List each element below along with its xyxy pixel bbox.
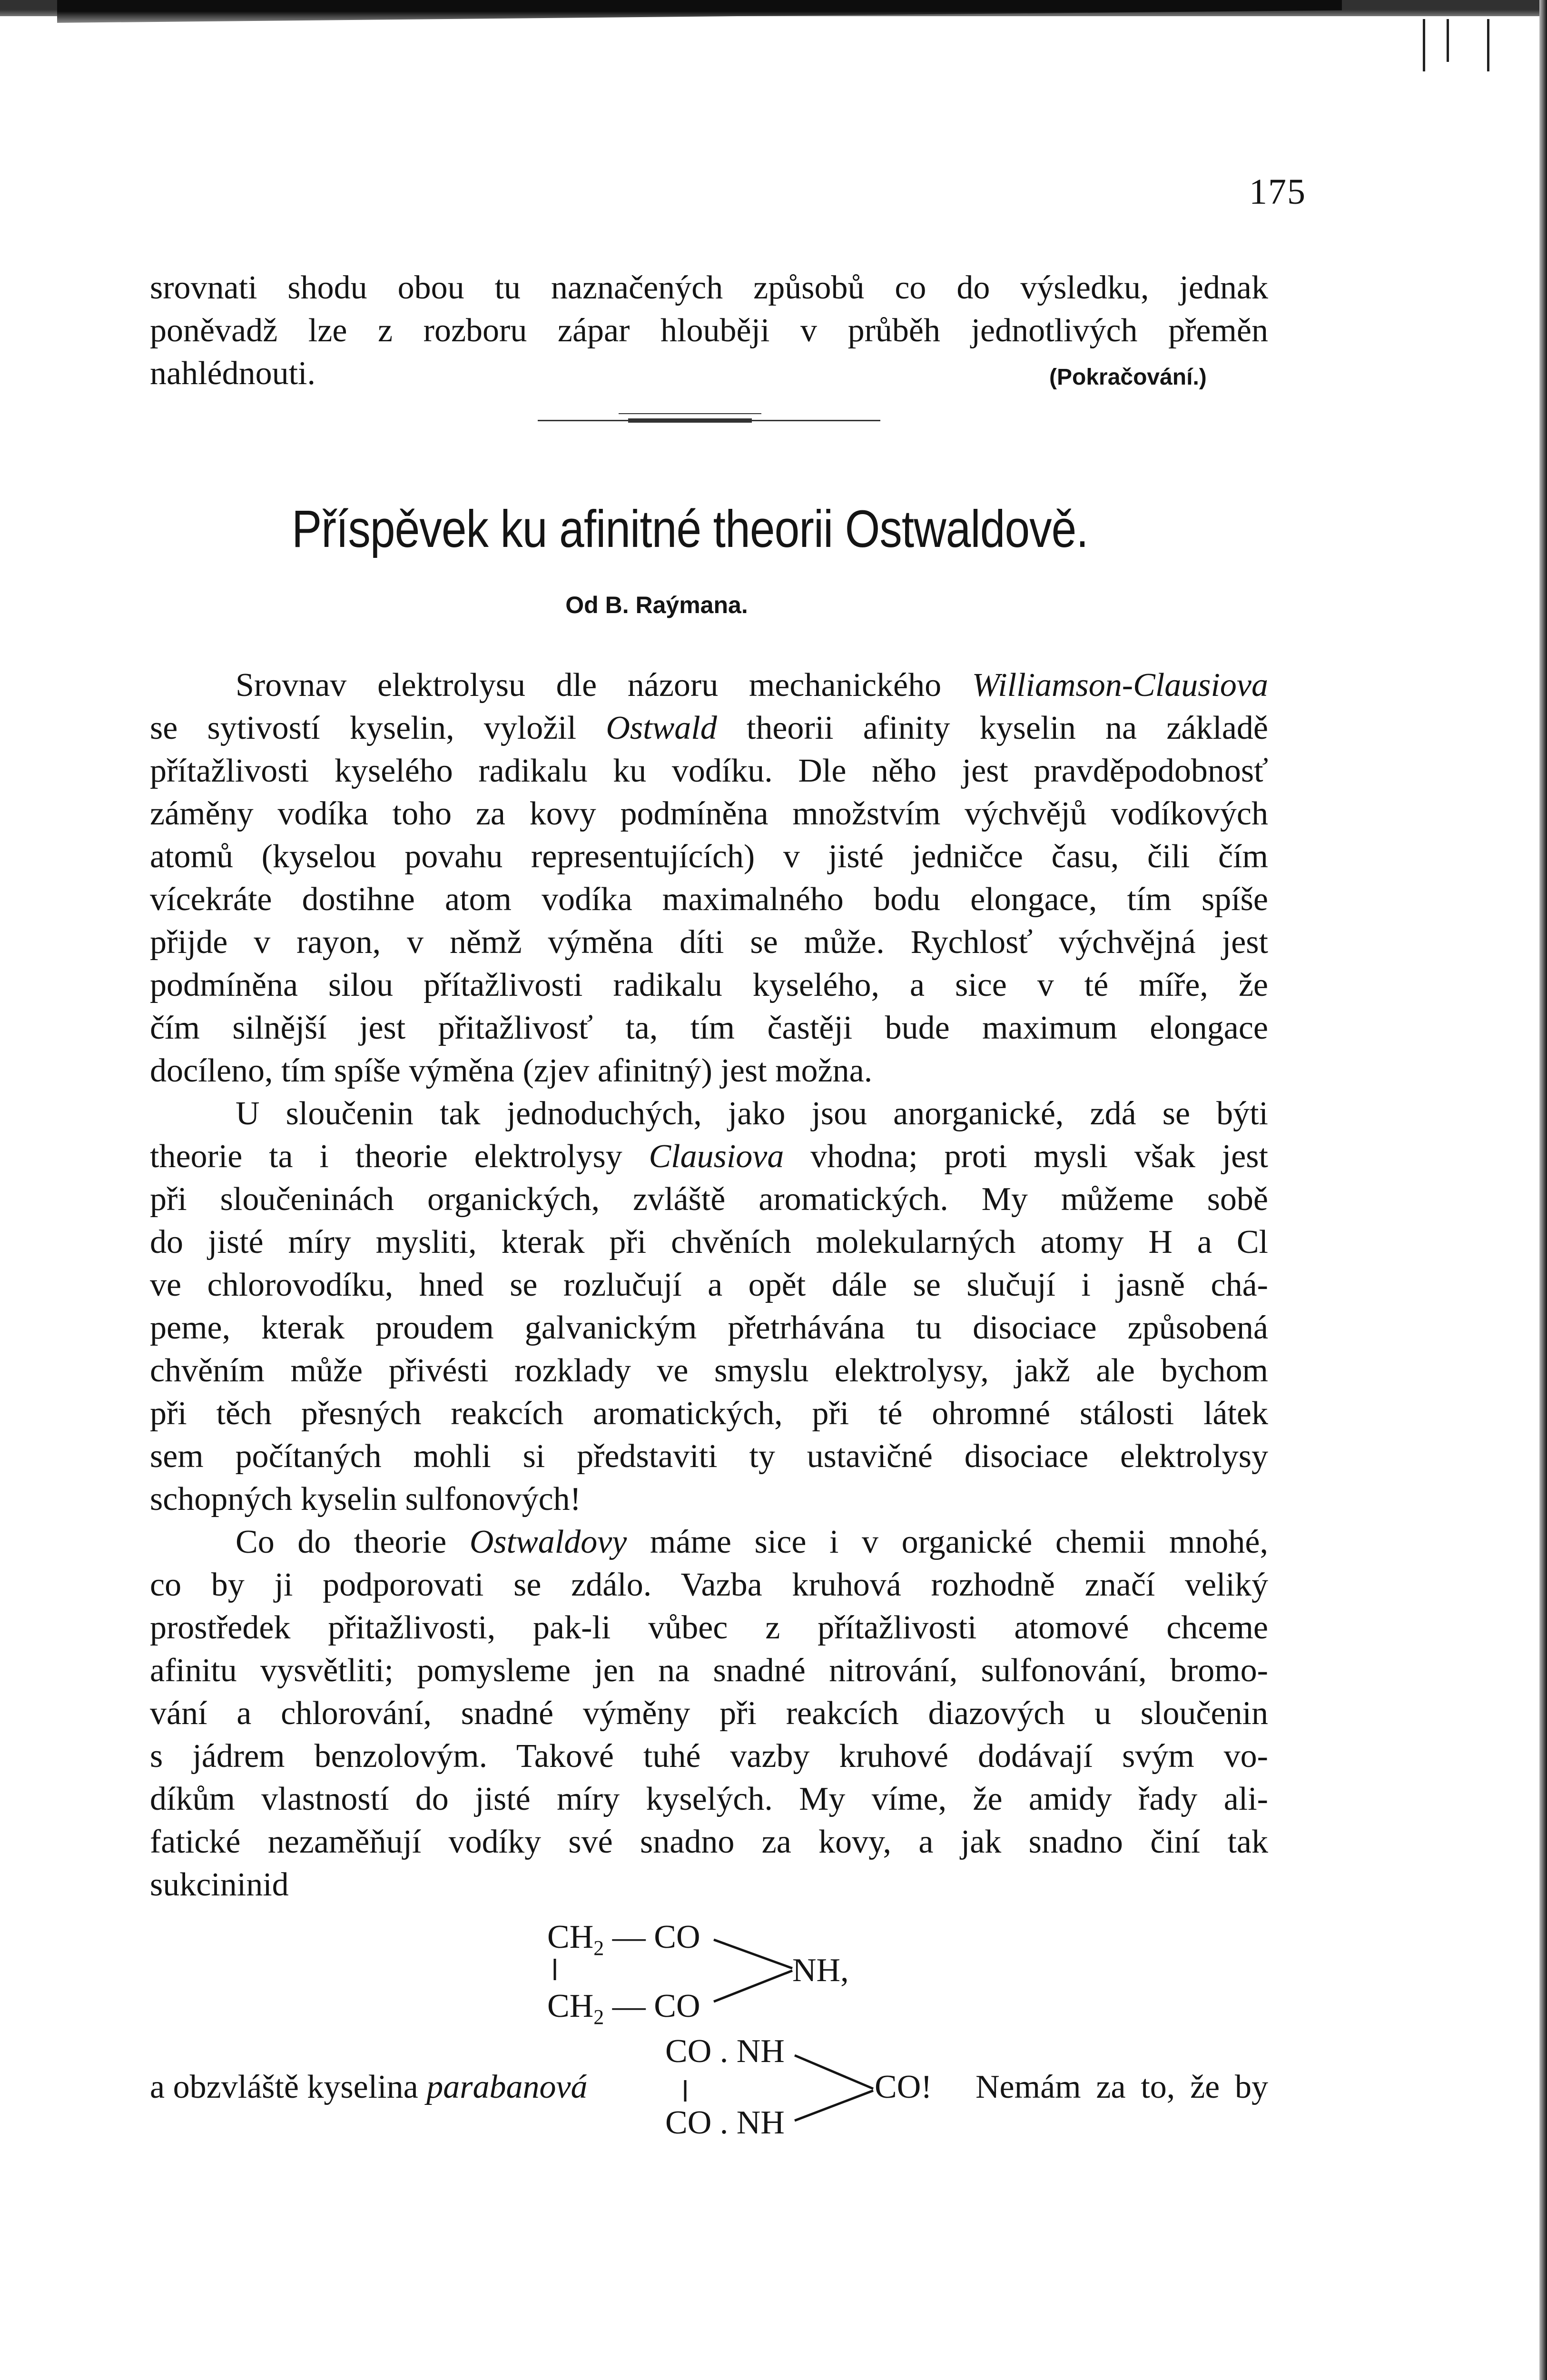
paragraph-3-line: díkům vlastností do jisté míry kyselých. My víme, že amidy řady ali- bbox=[150, 1781, 1268, 1817]
article-title: Příspěvek ku afinitné theorii Ostwaldově. bbox=[292, 500, 1088, 558]
continuation-note: (Pokračování.) bbox=[1049, 365, 1207, 390]
paragraph-2-line: peme, kterak proudem galvanickým přetrhávána tu disociace způsobená bbox=[150, 1309, 1268, 1346]
paragraph-3-line: Co do theorie Ostwaldovy máme sice i v organické chemii mnohé, bbox=[236, 1524, 1268, 1560]
parabanic-co-nh-top: CO . NH bbox=[665, 2033, 785, 2070]
parabanic-co-nh-bottom: CO . NH bbox=[665, 2104, 785, 2141]
formula-row-top: $CH_2$ — CO bbox=[547, 1919, 700, 1960]
intro-line: poněvadž lze z rozboru zápar hlouběji v průběh jednotlivých přeměn bbox=[150, 312, 1268, 349]
paragraph-2-line: schopných kyselin sulfonových! bbox=[150, 1481, 581, 1517]
paragraph-1-line: přítažlivosti kyselého radikalu ku vodíku. Dle něho jest pravděpodobnosť bbox=[150, 753, 1268, 789]
bond-to-nh bbox=[714, 1940, 792, 1968]
paragraph-3-line: fatické nezaměňují vodíky své snadno za kovy, a jak snadno činí tak bbox=[150, 1824, 1268, 1860]
paragraph-1-line: podmíněna silou přítažlivosti radikalu kyselého, a sice v té míře, že bbox=[150, 967, 1268, 1003]
paragraph-2-line: při těch přesných reakcích aromatických, při té ohromné stálosti látek bbox=[150, 1395, 1268, 1432]
paragraph-1-line: záměny vodíka toho za kovy podmíněna množstvím výchvějů vodíkových bbox=[150, 795, 1268, 832]
paragraph-1-line: vícekráte dostihne atom vodíka maximalného bodu elongace, tím spíše bbox=[150, 881, 1268, 918]
paragraph-1-line: přijde v rayon, v němž výměna díti se může. Rychlosť výchvějná jest bbox=[150, 924, 1268, 961]
paragraph-3-line: sukcininid bbox=[150, 1866, 289, 1903]
paragraph-3-line: prostředek přitažlivosti, pak-li vůbec z přítažlivosti atomové chceme bbox=[150, 1609, 1268, 1646]
paragraph-2-line: sem počítaných mohli si představiti ty ustavičné disociace elektrolysy bbox=[150, 1438, 1268, 1475]
succinimide-nh: NH, bbox=[792, 1952, 849, 1989]
paragraph-1-line: atomů (kyselou povahu representujících) v jisté jedničce času, čili čím bbox=[150, 838, 1268, 875]
paragraph-1-line: čím silnější jest přitažlivosť ta, tím častěji bude maximum elongace bbox=[150, 1010, 1268, 1046]
paragraph-3-line: s jádrem benzolovým. Takové tuhé vazby kruhové dodávají svým vo- bbox=[150, 1738, 1268, 1775]
paragraph-3-line: co by ji podporovati se zdálo. Vazba kruhová rozhodně značí veliký bbox=[150, 1567, 1268, 1603]
bond-to-nh bbox=[714, 1971, 792, 2002]
paragraph-1-line: Srovnav elektrolysu dle názoru mechanického Williamson-Clausiova bbox=[236, 667, 1268, 704]
paragraph-2-line: theorie ta i theorie elektrolysy Clausiova vhodna; proti mysli však jest bbox=[150, 1138, 1269, 1175]
paragraph-1-line: se sytivostí kyselin, vyložil Ostwald theorii afinity kyselin na základě bbox=[150, 710, 1268, 746]
bond-to-co bbox=[795, 2091, 873, 2121]
parabanic-line: a obzvláště kyselina parabanová bbox=[150, 2069, 588, 2105]
paragraph-3-line: afinitu vysvětliti; pomysleme jen na snadné nitrování, sulfonování, bromo- bbox=[150, 1652, 1268, 1689]
paragraph-2-line: chvěním může přivésti rozklady ve smyslu elektrolysy, jakž ale bychom bbox=[150, 1352, 1268, 1389]
paragraph-3-line: vání a chlorování, snadné výměny při reakcích diazových u sloučenin bbox=[150, 1695, 1268, 1732]
intro-line: nahlédnouti. bbox=[150, 355, 315, 392]
paragraph-1-line: docíleno, tím spíše výměna (zjev afinitný) jest možna. bbox=[150, 1052, 873, 1089]
paragraph-2-line: do jisté míry mysliti, kterak při chvěních molekularných atomy H a Cl bbox=[150, 1224, 1268, 1260]
article-byline: Od B. Raýmana. bbox=[565, 592, 748, 618]
page-number: 175 bbox=[1249, 172, 1306, 212]
paragraph-2-line: ve chlorovodíku, hned se rozlučují a opět dále se slučují i jasně chá- bbox=[150, 1267, 1268, 1303]
intro-line: srovnati shodu obou tu naznačených způsobů co do výsledku, jednak bbox=[150, 269, 1268, 306]
parabanic-line-end: Nemám za to, že by bbox=[975, 2069, 1268, 2105]
paragraph-2-line: U sloučenin tak jednoduchých, jako jsou anorganické, zdá se býti bbox=[236, 1095, 1268, 1132]
bond-to-co bbox=[795, 2055, 873, 2089]
parabanic-co: CO! bbox=[875, 2069, 932, 2105]
paragraph-2-line: při sloučeninách organických, zvláště aromatických. My můžeme sobě bbox=[150, 1181, 1268, 1218]
formula-row-bottom: $CH_2$ — CO bbox=[547, 1988, 700, 2029]
